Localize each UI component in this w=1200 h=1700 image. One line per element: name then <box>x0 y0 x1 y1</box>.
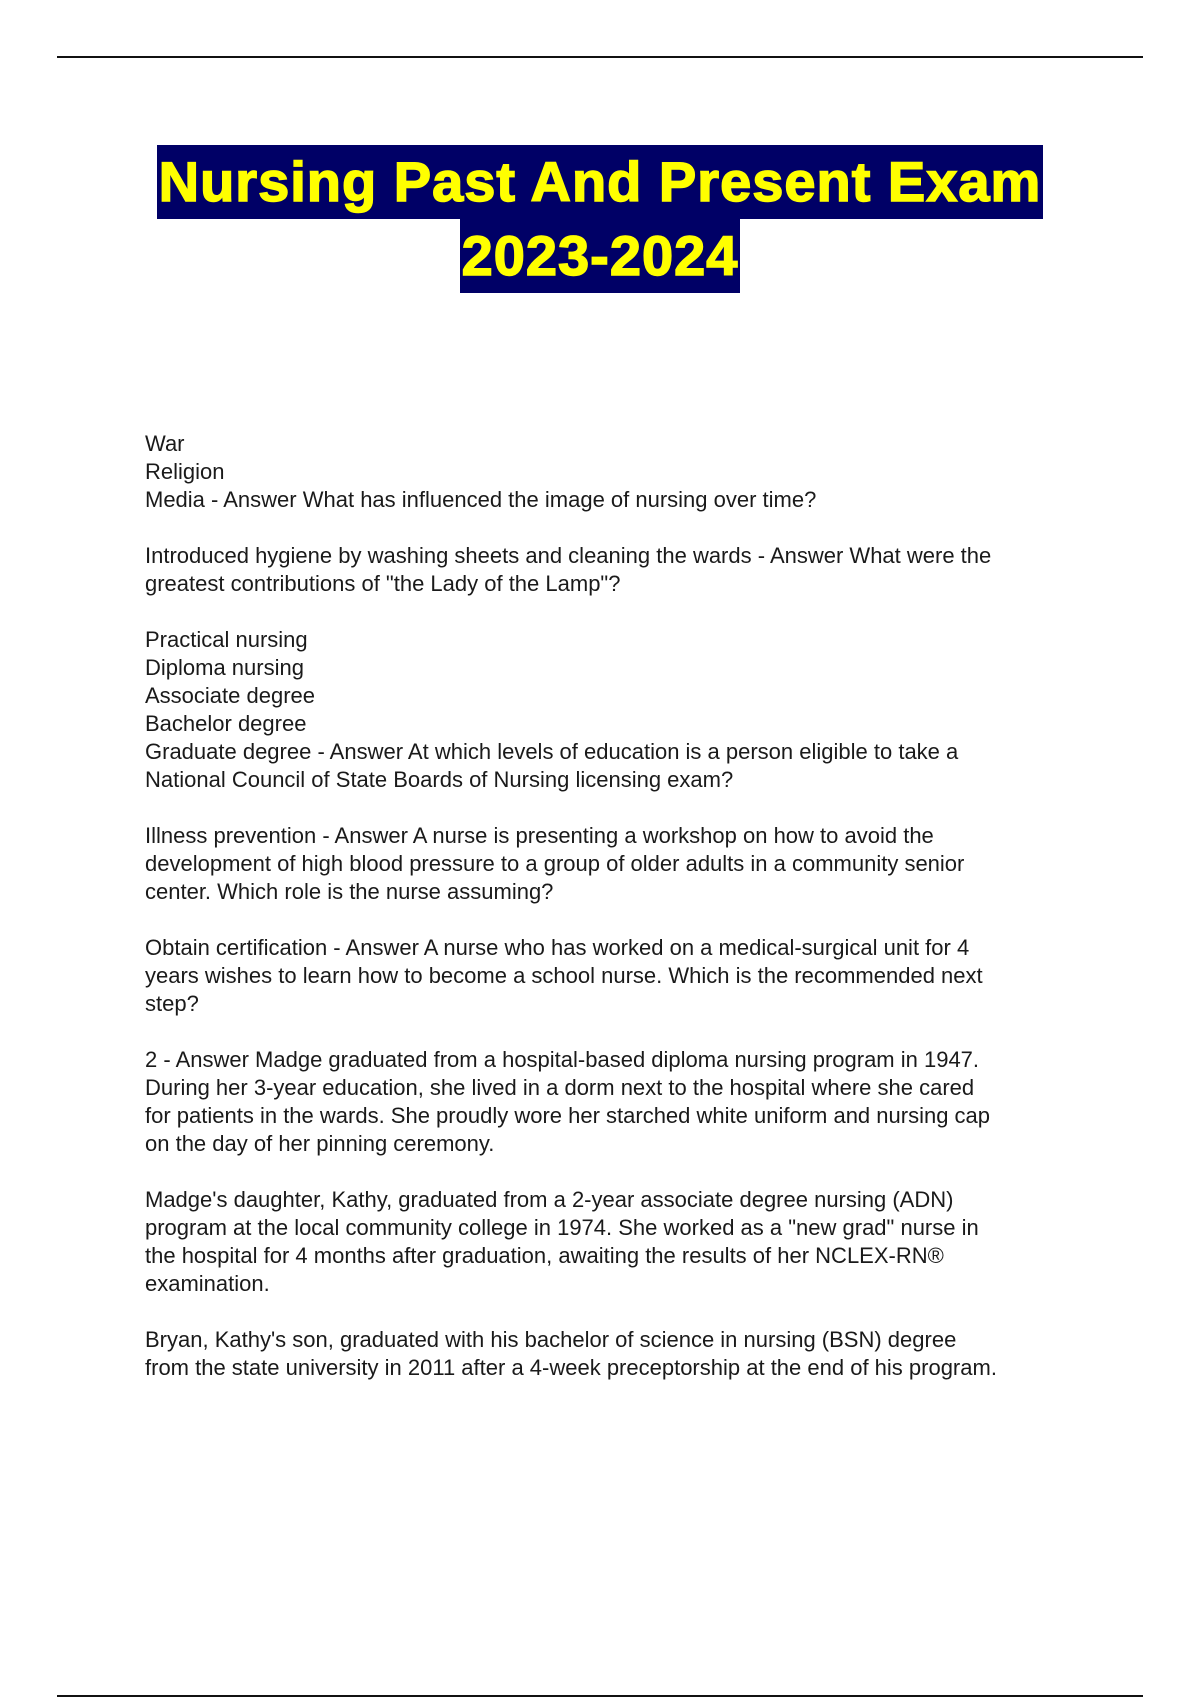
text-line: development of high blood pressure to a group of older adults in a community senior <box>145 851 965 876</box>
text-line: War <box>145 431 185 456</box>
text-line: center. Which role is the nurse assuming? <box>145 879 554 904</box>
text-line: Associate degree <box>145 683 315 708</box>
qa-entry-7 <box>145 1186 1095 1298</box>
text-line: examination. <box>145 1271 270 1296</box>
qa-entry-3 <box>145 626 1095 794</box>
text-line: Obtain certification - Answer A nurse who has worked on a medical-surgical unit for 4 <box>145 935 970 960</box>
text-line: Practical nursing <box>145 627 308 652</box>
text-line: on the day of her pinning ceremony. <box>145 1131 495 1156</box>
document-body <box>145 430 1095 1410</box>
text-line: Bryan, Kathy's son, graduated with his bachelor of science in nursing (BSN) degree <box>145 1327 957 1352</box>
text-line: Introduced hygiene by washing sheets and cleaning the wards - Answer What were the <box>145 543 992 568</box>
qa-entry-2 <box>145 542 1095 598</box>
text-line: Graduate degree - Answer At which levels of education is a person eligible to take a <box>145 739 959 764</box>
qa-entry-4 <box>145 822 1095 906</box>
text-line: Diploma nursing <box>145 655 304 680</box>
text-line: program at the local community college in 1974. She worked as a "new grad" nurse in <box>145 1215 979 1240</box>
bottom-divider <box>57 1695 1143 1697</box>
text-line: from the state university in 2011 after a 4-week preceptorship at the end of his program. <box>145 1355 997 1380</box>
text-line: Madge's daughter, Kathy, graduated from a 2-year associate degree nursing (ADN) <box>145 1187 954 1212</box>
title-line-1: Nursing Past And Present Exam <box>157 145 1044 219</box>
text-line: During her 3-year education, she lived in a dorm next to the hospital where she cared <box>145 1075 975 1100</box>
text-line: National Council of State Boards of Nursing licensing exam? <box>145 767 734 792</box>
text-line: years wishes to learn how to become a school nurse. Which is the recommended next <box>145 963 983 988</box>
text-line: Religion <box>145 459 225 484</box>
qa-entry-6 <box>145 1046 1095 1158</box>
text-line: the hospital for 4 months after graduation, awaiting the results of her NCLEX-RN® <box>145 1243 944 1268</box>
qa-entry-1 <box>145 430 1095 514</box>
text-line: greatest contributions of "the Lady of the Lamp"? <box>145 571 621 596</box>
text-line: step? <box>145 991 199 1016</box>
text-line: Illness prevention - Answer A nurse is presenting a workshop on how to avoid the <box>145 823 934 848</box>
text-line: Media - Answer What has influenced the image of nursing over time? <box>145 487 817 512</box>
top-divider <box>57 56 1143 58</box>
text-line: for patients in the wards. She proudly wore her starched white uniform and nursing cap <box>145 1103 991 1128</box>
text-line: Bachelor degree <box>145 711 307 736</box>
document-title <box>0 145 1200 293</box>
qa-entry-5 <box>145 934 1095 1018</box>
qa-entry-8 <box>145 1326 1095 1382</box>
title-line-2: 2023-2024 <box>460 219 741 293</box>
text-line: 2 - Answer Madge graduated from a hospital-based diploma nursing program in 1947. <box>145 1047 980 1072</box>
